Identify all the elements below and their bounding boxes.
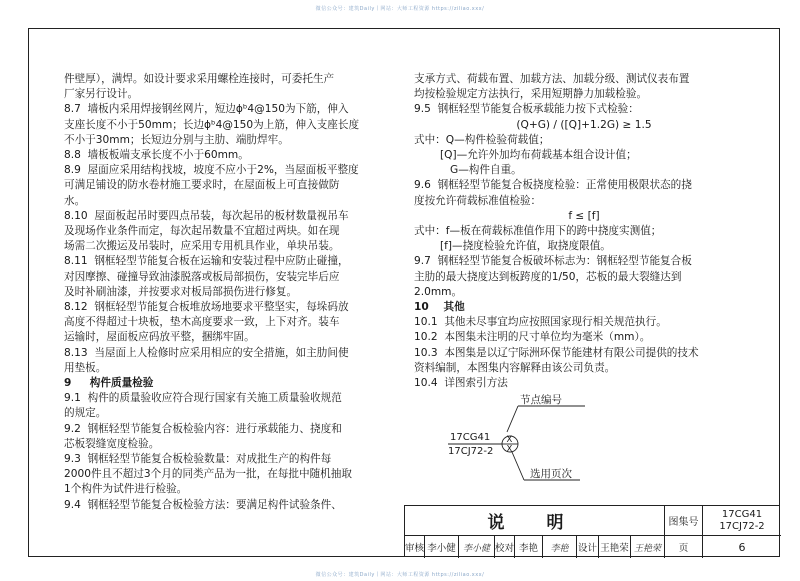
text-line: 8.7 墙板内采用焊接钢丝网片，短边ϕᵇ4@150为下筋，伸入 [64,103,349,116]
page-label: 页 [665,536,703,558]
node-number-label: 节点编号 [520,394,562,406]
formula-line: (Q+G) / ([Q]+1.2G) ≥ 1.5 [516,118,652,131]
text-line: 运输时，屋面板应码放平整，捆绑牢固。 [64,331,255,344]
text-line: 10.4 详图索引方法 [414,377,508,390]
right-text-column [414,72,754,391]
text-line: 可满足铺设的防水卷材施工要求时，在屋面板上可直接做防 [64,179,340,192]
designer-signature: 王艳荣 [631,536,665,558]
reviewer-signature: 李小健 [459,536,495,558]
design-label: 设计 [577,536,599,558]
text-line: 9.5 钢框轻型节能复合板承载能力按下式检验： [414,103,639,116]
checker-signature: 李艳 [543,536,577,558]
text-line: 芯板裂缝宽度检验。 [64,437,160,450]
text-line: [f]—挠度检验允许值，取挠度限值。 [440,240,611,253]
text-line: 8.11 钢框轻型节能复合板在运输和安装过程中应防止碰撞， [64,255,349,268]
text-line: 不小于30mm；长短边分别与主肋、端肋焊牢。 [64,133,289,146]
index-mark-bottom: X [506,444,513,455]
text-line: 8.9 屋面应采用结构找坡，坡度不应小于2%，当屋面板平整度 [64,164,359,177]
review-label: 审核 [405,536,425,558]
title-block [404,505,780,557]
text-line: 场需二次搬运及吊装时，应采用专用机具作业，单块吊装。 [64,240,340,253]
text-line: 1个构件为试件进行检验。 [64,483,188,496]
text-line: 支承方式、荷载布置、加载方法、加载分级、测试仪表布置 [414,73,690,85]
text-line: 9.7 钢框轻型节能复合板破坏标志为：钢框轻型节能复合板 [414,255,692,268]
text-line: 度按允许荷载标准值检验： [414,194,542,207]
watermark-bottom: 微信公众号：建筑Daily丨网站：大师工程资源 https://ziliao.xxx/ [315,572,485,578]
page-reference-label: 选用页次 [530,468,572,480]
text-line: 10.1 其他未尽事宜均应按照国家现行相关规范执行。 [414,316,667,329]
text-line: 9.2 钢框轻型节能复合板检验内容：进行承载能力、挠度和 [64,422,342,435]
text-line: 8.10 屋面板起吊时要四点吊装，每次起吊的板材数量视吊车 [64,209,349,222]
text-line: 高度不得超过十块板，垫木高度要求一致，上下对齐。装车 [64,316,340,329]
text-line: [Q]—允许外加均布荷载基本组合设计值； [440,149,637,162]
text-line: 8.13 当屋面上人检修时应采用相应的安全措施，如主肋间使 [64,346,349,359]
text-line: 8.12 钢框轻型节能复合板堆放场地要求平整坚实，每垛码放 [64,301,349,314]
text-line: 9.3 钢框轻型节能复合板检验数量：对成批生产的构件每 [64,453,332,466]
check-label: 校对 [495,536,515,558]
index-mark-top: X [506,435,513,445]
text-line: 及时补刷油漆，并按要求对板局部损伤进行修复。 [64,285,298,298]
text-line: 支座长度不小于50mm；长边ϕᵇ4@150为上筋，伸入支座长度 [64,118,360,131]
text-line: 10.3 本图集是以辽宁际洲环保节能建材有限公司提供的技术 [414,346,699,359]
text-line: 9.1 构件的质量验收应符合现行国家有关施工质量验收规范 [64,392,342,405]
text-line: 9.6 钢框轻型节能复合板挠度检验：正常使用极限状态的挠 [414,179,692,192]
atlas-number-1: 17CG41 [721,508,763,520]
checker-name: 李艳 [515,536,543,558]
watermark-top: 微信公众号：建筑Daily丨网站：大师工程资源 https://ziliao.xxx/ [315,6,485,12]
text-line: 用垫板。 [64,361,107,374]
text-line: 的规定。 [64,407,107,420]
text-line: 8.8 墙板板端支承长度不小于60mm。 [64,149,249,162]
text-line: 厂家另行设计。 [64,88,139,101]
index-diagram [440,392,600,492]
formula-line: f ≤ [f] [568,209,600,222]
text-line: 2.0mm。 [414,285,463,298]
atlas-number-2: 17CJ72-2 [719,520,765,532]
document-title: 说 明 [405,506,665,536]
text-line: 件壁厚），满焊。如设计要求采用螺栓连接时，可委托生产 [64,73,335,85]
section-heading: 10 其他 [414,301,465,314]
text-line: 主肋的最大挠度达到板跨度的1/50，芯板的最大裂缝达到 [414,270,682,283]
text-line: 资料编制，本图集内容解释由该公司负责。 [414,361,616,374]
text-line: 2000件且不超过3个月的同类产品为一批，在每批中随机抽取 [64,468,352,481]
text-line: 均按检验规定方法执行，采用短期静力加载检验。 [414,88,648,101]
atlas-number-bottom: 17CJ72-2 [448,446,494,457]
text-line: 式中：f—板在荷载标准值作用下的跨中挠度实测值； [414,225,662,238]
atlas-number-label: 图集号 [665,506,703,536]
page-number: 6 [738,540,746,554]
text-line: 10.2 本图集未注明的尺寸单位均为毫米（mm）。 [414,331,651,344]
text-line: 9.4 钢框轻型节能复合板检验方法：要满足构件试验条件、 [64,498,342,511]
atlas-number-value [703,506,781,536]
section-heading: 9 构件质量检验 [64,377,154,390]
text-line: G—构件自重。 [450,164,522,177]
text-line: 对因摩擦、碰撞导致油漆脱落或板局部损伤，安装完毕后应 [64,270,340,283]
designer-name: 王艳荣 [599,536,631,558]
text-line: 水。 [64,194,86,207]
text-line: 及现场作业条件而定，每次起吊数量不宜超过两块。如在现 [64,225,340,238]
text-line: 式中：Q—构件检验荷载值； [414,133,550,146]
left-text-column [64,72,394,513]
atlas-number-top: 17CG41 [450,432,491,443]
reviewer-name: 李小健 [425,536,459,558]
